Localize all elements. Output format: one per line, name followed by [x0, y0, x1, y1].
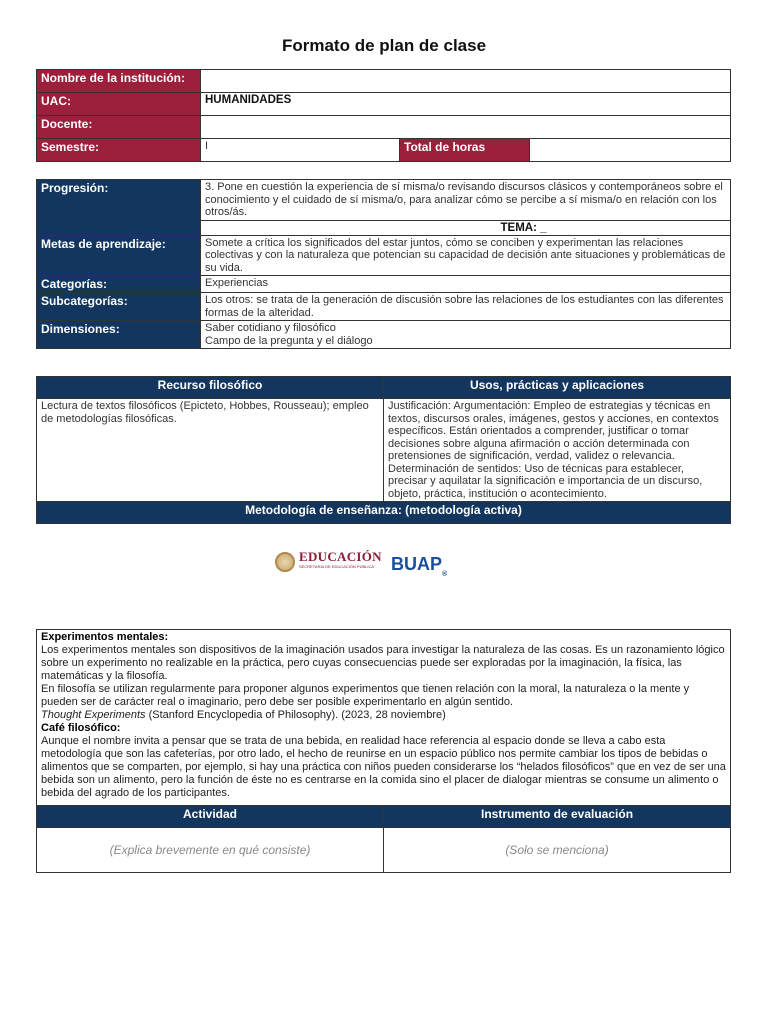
experimentos-title: Experimentos mentales: [41, 631, 169, 643]
metodologia-header: Metodología de enseñanza: (metodología activa) [37, 502, 731, 524]
buap-logo-text: BUAP [391, 554, 443, 574]
educacion-logo-text: EDUCACIÓN [299, 549, 382, 564]
cafe-title: Café filosófico: [41, 722, 121, 734]
metodologia-description [37, 630, 731, 806]
recursos-table [36, 376, 731, 524]
dimensiones-line-2: Campo de la pregunta y el diálogo [205, 334, 373, 347]
cafe-paragraph: Aunque el nombre invita a pensar que se trata de una bebida, en realidad hace referencia al espacio donde se lleva a cabo esta metodología que son las cafeterías, por otro lado, el hecho de reunirse en un espacio público nos permite cambiar los tipos de bebidas o alimentos que se comparten, por ejemplo, si hay una práctica con niños pueden considerarse los “helados filosóficos” que en vez de ser una bebida son un alimento, pero la función de éste no es centrarse en la comida sino el placer de dialogar mientras se consume un alimento o bebida del agrado de los participantes. [41, 735, 726, 799]
metas-label: Metas de aprendizaje: [37, 235, 201, 276]
subcategorias-label: Subcategorías: [37, 293, 201, 321]
seal-icon [275, 552, 295, 572]
dimensiones-label: Dimensiones: [37, 321, 201, 349]
reference-rest: (Stanford Encyclopedia of Philosophy). (2023, 28 noviembre) [145, 709, 446, 721]
reference-title: Thought Experiments [41, 709, 146, 721]
experimentos-paragraph-2: En filosofía se utilizan regularmente para proponer algunos experimentos que tienen relación con la moral, la naturaleza o la mente y pueden ser de carácter real o imaginario, pero debe ser posible experimentarlo en algún sentido. [41, 683, 690, 708]
docente-label: Docente: [37, 116, 201, 139]
progresion-label: Progresión: [37, 180, 201, 236]
uac-value[interactable]: HUMANIDADES [201, 93, 731, 116]
semestre-label: Semestre: [37, 139, 201, 162]
buap-registered-mark: ® [442, 571, 448, 578]
metas-value: Somete a crítica los significados del estar juntos, cómo se conciben y experimentan las relaciones colectivas y con la naturaleza que potencian su capacidad de decisión ante situaciones y problemáticas de su vida. [201, 235, 731, 276]
logos-row [0, 549, 768, 578]
experimentos-reference [41, 709, 726, 722]
recurso-header: Recurso filosófico [37, 377, 384, 399]
instrumento-header: Instrumento de evaluación [384, 806, 731, 828]
actividad-header: Actividad [37, 806, 384, 828]
institucion-value[interactable] [201, 70, 731, 93]
educacion-logo [275, 549, 382, 572]
institucion-label: Nombre de la institución: [37, 70, 201, 93]
page-title: Formato de plan de clase [281, 36, 487, 55]
semestre-value[interactable]: I [201, 139, 400, 162]
buap-logo [391, 554, 447, 578]
experimentos-paragraph-1: Los experimentos mentales son dispositivos de la imaginación usados para investigar la naturaleza de las cosas. Es un razonamiento lógico sobre un experimento no realizable en la práctica, pero cuyas consecuencias puede ser exploradas por la imaginación, la física, las matemáticas y la filosofía. [41, 644, 725, 682]
categorias-label: Categorías: [37, 276, 201, 293]
actividad-placeholder[interactable]: (Explica brevemente en qué consiste) [37, 828, 384, 873]
horas-label: Total de horas [400, 139, 530, 162]
usos-header: Usos, prácticas y aplicaciones [384, 377, 731, 399]
info-table [36, 69, 731, 162]
categorias-value: Experiencias [201, 276, 731, 293]
recurso-value: Lectura de textos filosóficos (Epicteto, Hobbes, Rousseau); empleo de metodologías filosóficas. [37, 399, 384, 502]
docente-value[interactable] [201, 116, 731, 139]
dimensiones-value [201, 321, 731, 349]
actividad-table [36, 629, 731, 873]
uac-label: UAC: [37, 93, 201, 116]
progresion-value: 3. Pone en cuestión la experiencia de sí misma/o revisando discursos clásicos y contemporáneos sobre el conocimiento y el cuidado de sí misma/o, para analizar cómo se percibe a sí misma/o en relación con los otros/ás. [201, 180, 731, 221]
subcategorias-value: Los otros: se trata de la generación de discusión sobre las relaciones de los estudiantes con las diferentes formas de la alteridad. [201, 293, 731, 321]
horas-value[interactable] [530, 139, 731, 162]
progresion-table [36, 179, 731, 349]
usos-sentidos: Determinación de sentidos: Uso de técnicas para establecer, precisar y aquilatar la significación e importancia de un discurso, objeto, práctica, institución o acontecimiento. [388, 462, 703, 500]
usos-value [384, 399, 731, 502]
tema-value[interactable]: TEMA: _ [201, 220, 731, 235]
usos-justificacion: Justificación: Argumentación: Empleo de estrategias y técnicas en textos, discursos orales, imágenes, gestos y acciones, en contextos específicos. Están orientados a comprender, justificar o tomar decisiones sobre alguna afirmación o acción determinada con pretensiones de significación, verdad, validez o relevancia. [388, 400, 719, 462]
educacion-logo-subtext: SECRETARÍA DE EDUCACIÓN PÚBLICA [299, 564, 375, 569]
instrumento-placeholder[interactable]: (Solo se menciona) [384, 828, 731, 873]
dimensiones-line-1: Saber cotidiano y filosófico [205, 322, 336, 334]
